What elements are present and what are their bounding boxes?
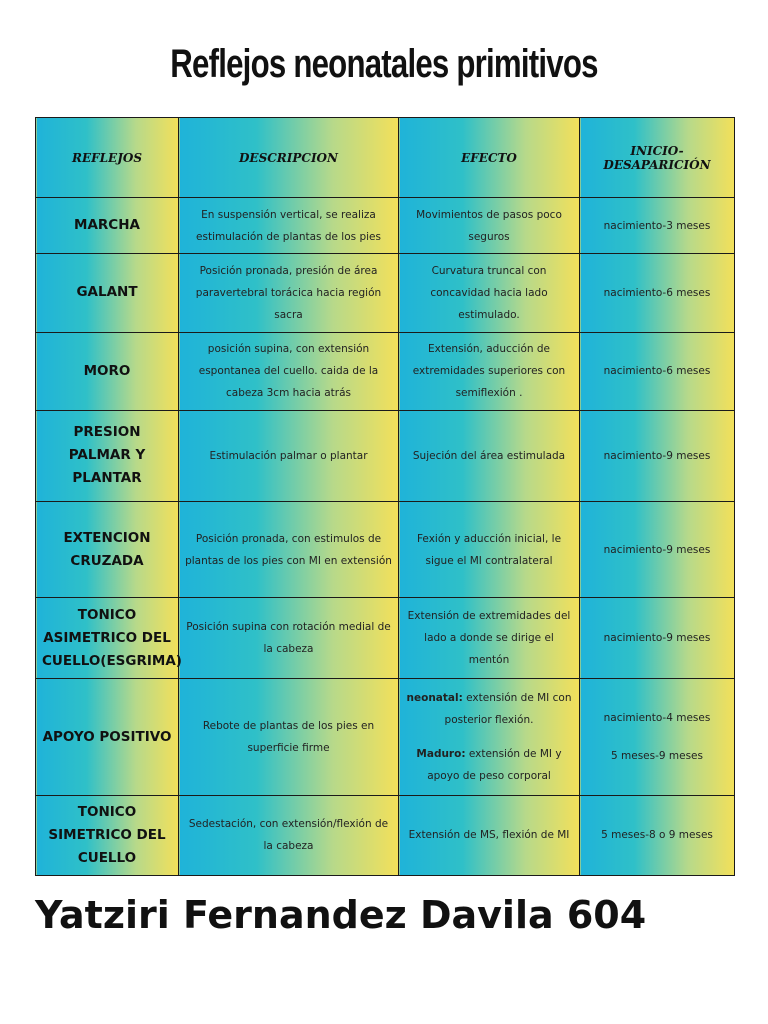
table-row [36,254,735,332]
reflex-description: En suspensión vertical, se realiza estimulación de plantas de los pies [179,198,399,254]
reflex-effect: Movimientos de pasos poco seguros [399,198,580,254]
table-row [36,410,735,501]
table-row [36,598,735,679]
reflex-onset: nacimiento-6 meses [580,332,735,410]
reflex-onset: nacimiento-3 meses [580,198,735,254]
reflex-onset: nacimiento-9 meses [580,410,735,501]
table-row [36,679,735,795]
reflex-effect: Extensión, aducción de extremidades superiores con semiflexión . [399,332,580,410]
reflex-description: Rebote de plantas de los pies en superficie firme [179,679,399,795]
reflex-description: Posición pronada, presión de área paravertebral torácica hacia región sacra [179,254,399,332]
reflex-onset: nacimiento-6 meses [580,254,735,332]
reflex-onset [580,679,735,795]
reflex-description: posición supina, con extensión espontanea del cuello. caida de la cabeza 3cm hacia atrás [179,332,399,410]
table-row [36,795,735,875]
reflex-onset: nacimiento-9 meses [580,501,735,597]
reflex-description: Posición pronada, con estimulos de plantas de los pies con MI en extensión [179,501,399,597]
reflex-effect: Extensión de extremidades del lado a donde se dirige el mentón [399,598,580,679]
page-title: Reflejos neonatales primitivos [170,42,598,86]
reflex-name: MARCHA [36,198,179,254]
header-reflejos: REFLEJOS [36,118,179,198]
reflexes-table [35,117,735,876]
reflex-name: EXTENCION CRUZADA [36,501,179,597]
author-signature: Yatziri Fernandez Davila 604 [35,893,647,937]
effect-maduro-text: extensión de MI y apoyo de peso corporal [427,748,562,783]
effect-maduro-label: Maduro: [416,748,466,761]
reflex-name: PRESION PALMAR Y PLANTAR [36,410,179,501]
reflex-name: TONICO ASIMETRICO DEL CUELLO(ESGRIMA) [36,598,179,679]
reflex-description: Posición supina con rotación medial de la cabeza [179,598,399,679]
header-descripcion: DESCRIPCION [179,118,399,198]
reflex-effect: Fexión y aducción inicial, le sigue el MI contralateral [399,501,580,597]
table-row [36,198,735,254]
table-row [36,501,735,597]
reflex-description: Estimulación palmar o plantar [179,410,399,501]
header-inicio-desaparicion: INICIO-DESAPARICIÓN [580,118,735,198]
reflex-name: APOYO POSITIVO [36,679,179,795]
table-header-row [36,118,735,198]
reflex-name: MORO [36,332,179,410]
header-efecto: EFECTO [399,118,580,198]
reflex-name: GALANT [36,254,179,332]
reflex-effect [399,679,580,795]
reflex-name: TONICO SIMETRICO DEL CUELLO [36,795,179,875]
reflex-description: Sedestación, con extensión/flexión de la cabeza [179,795,399,875]
reflex-effect: Curvatura truncal con concavidad hacia lado estimulado. [399,254,580,332]
reflex-effect: Sujeción del área estimulada [399,410,580,501]
onset-second: 5 meses-9 meses [610,750,703,763]
effect-neonatal-text: extensión de MI con posterior flexión. [444,692,572,727]
onset-first: nacimiento-4 meses [603,712,711,725]
reflex-onset: nacimiento-9 meses [580,598,735,679]
reflex-effect: Extensión de MS, flexión de MI [399,795,580,875]
reflex-onset: 5 meses-8 o 9 meses [580,795,735,875]
table-row [36,332,735,410]
effect-neonatal-label: neonatal: [406,692,463,705]
